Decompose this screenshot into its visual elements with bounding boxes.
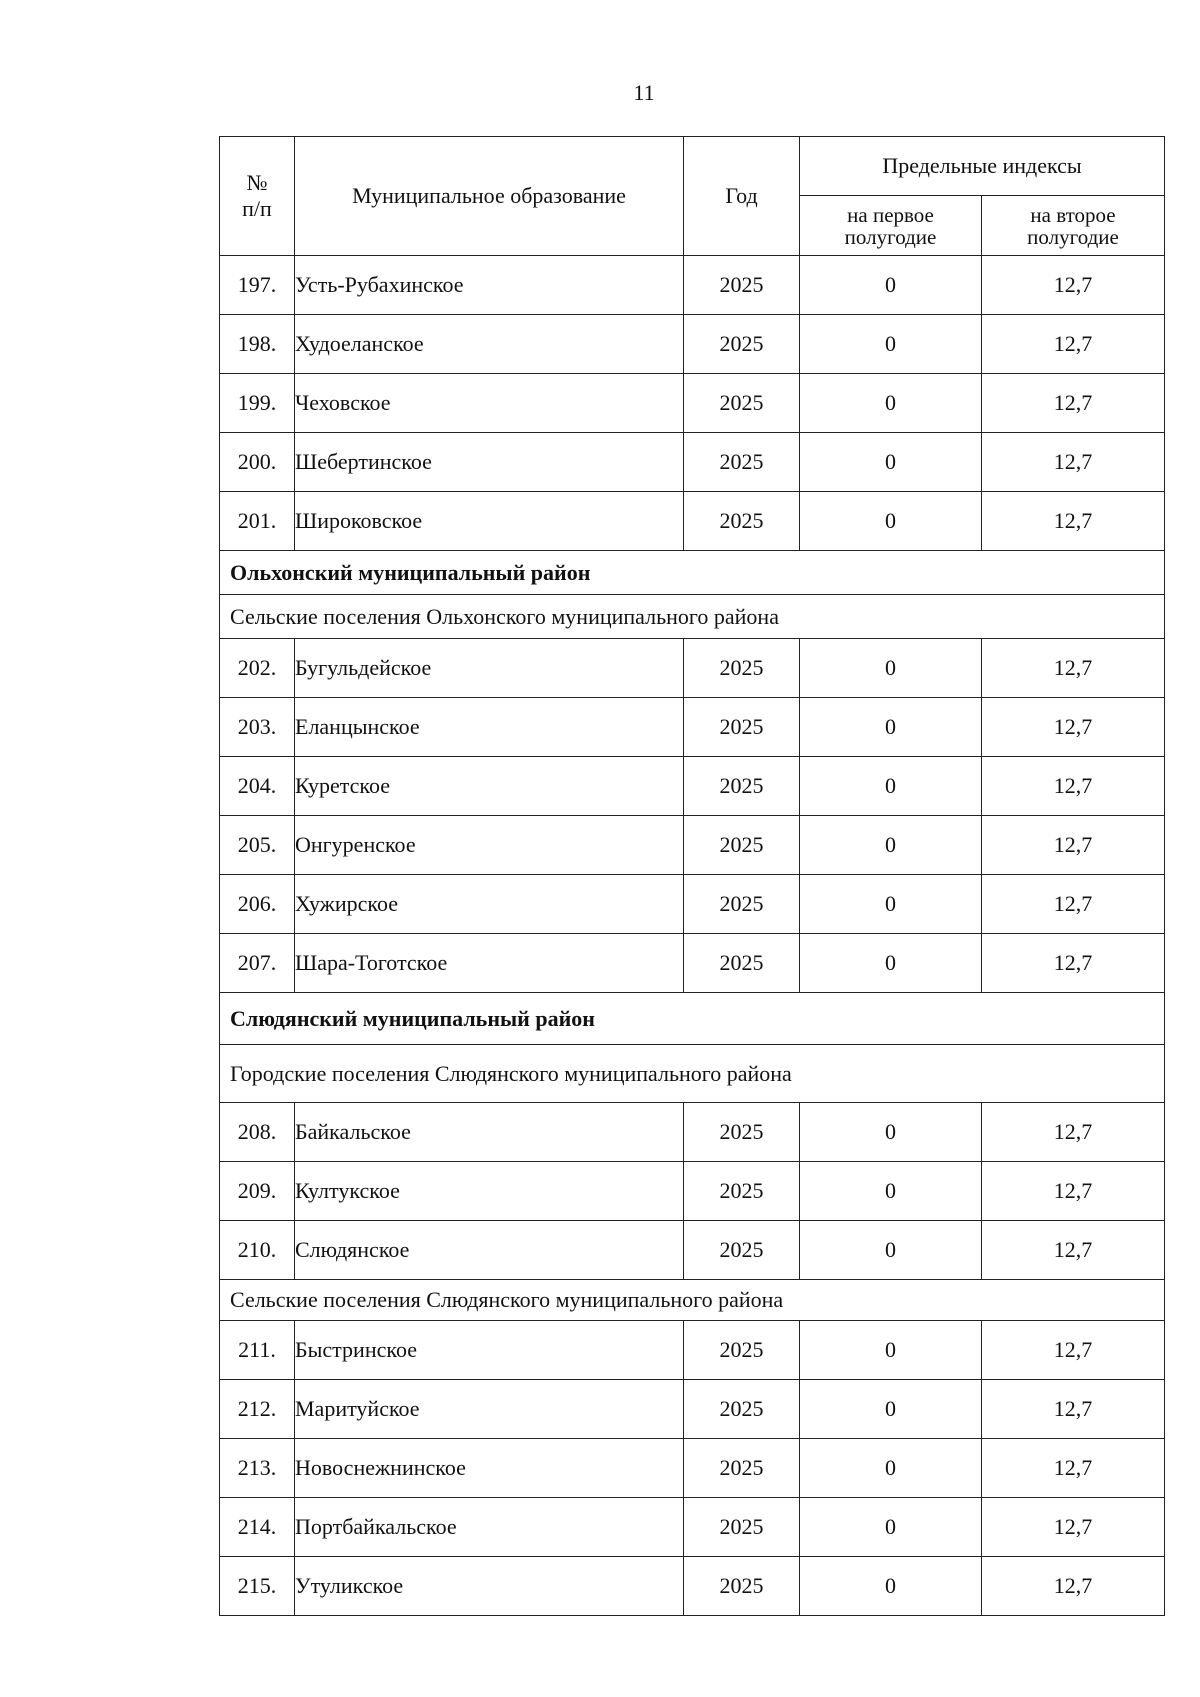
row-year: 2025 — [684, 639, 800, 698]
table-row — [220, 757, 1165, 816]
row-second-half-index: 12,7 — [982, 256, 1165, 315]
district-heading: Слюдянский муниципальный район — [220, 993, 1165, 1045]
row-municipality: Хужирское — [295, 875, 684, 934]
header-first-half-line1: на первое — [847, 202, 934, 227]
row-number: 209. — [220, 1162, 295, 1221]
row-municipality: Еланцынское — [295, 698, 684, 757]
row-municipality: Бугульдейское — [295, 639, 684, 698]
header-second-half-line1: на второе — [1030, 202, 1116, 227]
header-first-half — [800, 196, 982, 256]
row-first-half-index: 0 — [800, 757, 982, 816]
row-first-half-index: 0 — [800, 934, 982, 993]
row-year: 2025 — [684, 1162, 800, 1221]
row-municipality: Шара-Тоготское — [295, 934, 684, 993]
row-second-half-index: 12,7 — [982, 875, 1165, 934]
row-first-half-index: 0 — [800, 639, 982, 698]
table-row — [220, 433, 1165, 492]
row-year: 2025 — [684, 1498, 800, 1557]
row-second-half-index: 12,7 — [982, 1380, 1165, 1439]
row-first-half-index: 0 — [800, 1380, 982, 1439]
row-second-half-index: 12,7 — [982, 492, 1165, 551]
row-number: 210. — [220, 1221, 295, 1280]
row-second-half-index: 12,7 — [982, 1221, 1165, 1280]
header-limit-indices: Предельные индексы — [800, 137, 1165, 196]
row-municipality: Быстринское — [295, 1321, 684, 1380]
header-year: Год — [684, 137, 800, 256]
header-second-half-line2: полугодие — [1027, 224, 1119, 249]
row-year: 2025 — [684, 1321, 800, 1380]
table-row — [220, 934, 1165, 993]
row-municipality: Куретское — [295, 757, 684, 816]
row-number: 207. — [220, 934, 295, 993]
row-number: 200. — [220, 433, 295, 492]
row-year: 2025 — [684, 934, 800, 993]
row-number: 201. — [220, 492, 295, 551]
row-year: 2025 — [684, 1439, 800, 1498]
row-number: 204. — [220, 757, 295, 816]
row-year: 2025 — [684, 256, 800, 315]
table-row — [220, 1439, 1165, 1498]
row-number: 202. — [220, 639, 295, 698]
row-first-half-index: 0 — [800, 816, 982, 875]
district-heading: Ольхонский муниципальный район — [220, 551, 1165, 595]
table-row — [220, 1221, 1165, 1280]
table-row — [220, 1321, 1165, 1380]
header-number-symbol: № — [246, 170, 268, 195]
settlement-group-label: Сельские поселения Слюдянского муниципального района — [220, 1280, 1165, 1321]
row-first-half-index: 0 — [800, 1498, 982, 1557]
row-second-half-index: 12,7 — [982, 1498, 1165, 1557]
settlement-group-label: Сельские поселения Ольхонского муниципального района — [220, 595, 1165, 639]
row-first-half-index: 0 — [800, 1162, 982, 1221]
row-second-half-index: 12,7 — [982, 1103, 1165, 1162]
row-second-half-index: 12,7 — [982, 374, 1165, 433]
row-first-half-index: 0 — [800, 1103, 982, 1162]
settlement-group-label: Городские поселения Слюдянского муниципального района — [220, 1045, 1165, 1103]
row-second-half-index: 12,7 — [982, 1557, 1165, 1616]
table-header — [220, 137, 1165, 256]
table-row — [220, 816, 1165, 875]
table-row — [220, 875, 1165, 934]
row-number: 198. — [220, 315, 295, 374]
row-year: 2025 — [684, 315, 800, 374]
row-second-half-index: 12,7 — [982, 1439, 1165, 1498]
row-year: 2025 — [684, 698, 800, 757]
table-row — [220, 315, 1165, 374]
row-year: 2025 — [684, 492, 800, 551]
row-number: 208. — [220, 1103, 295, 1162]
table-row — [220, 1162, 1165, 1221]
row-municipality: Байкальское — [295, 1103, 684, 1162]
row-number: 203. — [220, 698, 295, 757]
row-first-half-index: 0 — [800, 374, 982, 433]
row-municipality: Слюдянское — [295, 1221, 684, 1280]
row-municipality: Портбайкальское — [295, 1498, 684, 1557]
row-year: 2025 — [684, 1103, 800, 1162]
row-number: 214. — [220, 1498, 295, 1557]
table-row — [220, 639, 1165, 698]
header-municipality: Муниципальное образование — [295, 137, 684, 256]
row-second-half-index: 12,7 — [982, 934, 1165, 993]
table-row — [220, 374, 1165, 433]
settlement-group-row — [220, 1045, 1165, 1103]
row-second-half-index: 12,7 — [982, 315, 1165, 374]
row-number: 205. — [220, 816, 295, 875]
table-row — [220, 1380, 1165, 1439]
row-number: 215. — [220, 1557, 295, 1616]
row-year: 2025 — [684, 433, 800, 492]
row-year: 2025 — [684, 1380, 800, 1439]
row-municipality: Чеховское — [295, 374, 684, 433]
row-number: 213. — [220, 1439, 295, 1498]
table-row — [220, 1557, 1165, 1616]
row-first-half-index: 0 — [800, 315, 982, 374]
district-heading-row — [220, 993, 1165, 1045]
row-year: 2025 — [684, 374, 800, 433]
header-second-half — [982, 196, 1165, 256]
row-number: 211. — [220, 1321, 295, 1380]
row-number: 212. — [220, 1380, 295, 1439]
table-row — [220, 1103, 1165, 1162]
row-year: 2025 — [684, 757, 800, 816]
row-first-half-index: 0 — [800, 1321, 982, 1380]
table-row — [220, 698, 1165, 757]
row-year: 2025 — [684, 875, 800, 934]
row-municipality: Култукское — [295, 1162, 684, 1221]
row-first-half-index: 0 — [800, 698, 982, 757]
row-second-half-index: 12,7 — [982, 639, 1165, 698]
row-second-half-index: 12,7 — [982, 1162, 1165, 1221]
row-number: 206. — [220, 875, 295, 934]
row-number: 197. — [220, 256, 295, 315]
row-first-half-index: 0 — [800, 1439, 982, 1498]
row-municipality: Новоснежнинское — [295, 1439, 684, 1498]
row-number: 199. — [220, 374, 295, 433]
row-second-half-index: 12,7 — [982, 757, 1165, 816]
row-second-half-index: 12,7 — [982, 1321, 1165, 1380]
row-first-half-index: 0 — [800, 875, 982, 934]
row-first-half-index: 0 — [800, 1557, 982, 1616]
page-number: 11 — [633, 80, 655, 105]
row-second-half-index: 12,7 — [982, 433, 1165, 492]
row-year: 2025 — [684, 1221, 800, 1280]
table-row — [220, 1498, 1165, 1557]
row-municipality: Шебертинское — [295, 433, 684, 492]
row-second-half-index: 12,7 — [982, 698, 1165, 757]
row-municipality: Худоеланское — [295, 315, 684, 374]
settlement-group-row — [220, 595, 1165, 639]
row-municipality: Онгуренское — [295, 816, 684, 875]
table-row — [220, 256, 1165, 315]
row-municipality: Широковское — [295, 492, 684, 551]
row-year: 2025 — [684, 816, 800, 875]
row-municipality: Утуликское — [295, 1557, 684, 1616]
header-first-half-line2: полугодие — [844, 224, 937, 249]
row-first-half-index: 0 — [800, 256, 982, 315]
row-municipality: Маритуйское — [295, 1380, 684, 1439]
row-year: 2025 — [684, 1557, 800, 1616]
district-heading-row — [220, 551, 1165, 595]
row-second-half-index: 12,7 — [982, 816, 1165, 875]
index-limits-table — [219, 136, 1165, 1616]
row-first-half-index: 0 — [800, 1221, 982, 1280]
row-first-half-index: 0 — [800, 433, 982, 492]
header-number — [220, 137, 295, 256]
row-first-half-index: 0 — [800, 492, 982, 551]
table-body — [220, 256, 1165, 1616]
settlement-group-row — [220, 1280, 1165, 1321]
table-row — [220, 492, 1165, 551]
row-municipality: Усть-Рубахинское — [295, 256, 684, 315]
header-number-abbr: п/п — [242, 196, 272, 221]
